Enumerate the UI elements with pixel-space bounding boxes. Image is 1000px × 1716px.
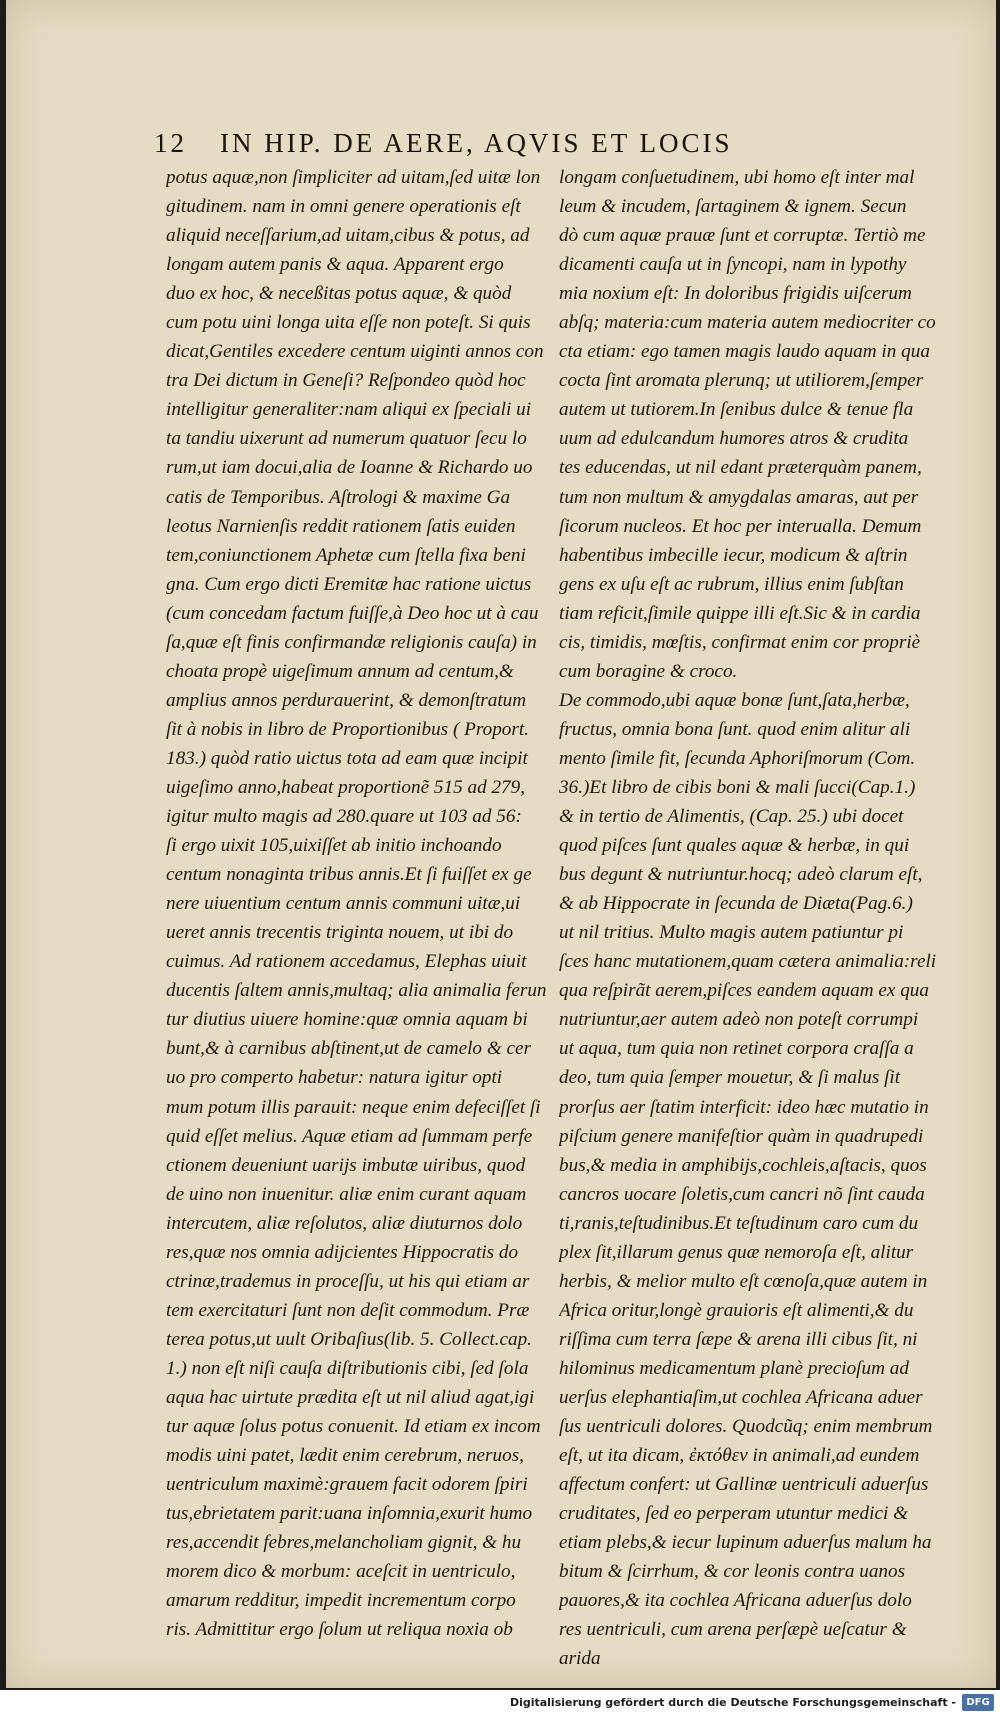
text-line: mento ſimile fit, ſecunda Aphoriſmorum (Com.	[559, 747, 916, 769]
text-line: ſa,quæ eſt finis confirmandæ religionis cauſa) in	[166, 631, 537, 653]
text-line: cuimus. Ad rationem accedamus, Elephas uiuit	[166, 951, 527, 973]
text-line: tur aquæ ſolus potus conuenit. Id etiam ex incom	[166, 1416, 541, 1438]
text-line: cta etiam: ego tamen magis laudo aquam in qua	[559, 341, 930, 363]
text-line: tur diutius uiuere homine:quæ omnia aquam bi	[166, 1009, 528, 1031]
text-line: mum potum illis parauit: neque enim defeciſſet ſi	[166, 1096, 541, 1118]
text-line: uerſus elephantiaſim,ut cochlea Africana aduer	[559, 1386, 923, 1408]
text-line: ut nil tritius. Multo magis autem patiuntur pi	[559, 922, 904, 944]
text-line: ſit à nobis in libro de Proportionibus ( Proport.	[166, 718, 529, 740]
text-line: eſt, ut ita dicam, ἐκτόθεν in animali,ad eundem	[559, 1445, 920, 1467]
text-line: aqua hac uirtute prædita eſt ut nil aliud agat,igi	[166, 1386, 535, 1408]
text-line: bitum & ſcirrhum, & cor leonis contra uanos	[559, 1561, 906, 1583]
text-line: res uentriculi, cum arena perſæpè ueſcatur &	[559, 1619, 907, 1641]
text-line: etiam plebs,& iecur lupinum aduerſus malum ha	[559, 1532, 932, 1554]
text-line: plex ſit,illarum genus quæ nemoroſa eſt, alitur	[559, 1241, 914, 1263]
text-line: ctrinæ,trademus in proceſſu, ut his qui etiam ar	[166, 1270, 530, 1292]
text-line: intercutem, aliæ reſolutos, aliæ diuturnos dolo	[166, 1212, 523, 1234]
text-line: cancros uocare ſoletis,cum cancri nõ ſint cauda	[559, 1183, 925, 1205]
text-line: res,accendit febres,melancholiam gignit, & hu	[166, 1532, 522, 1554]
text-line: fructus, omnia bona ſunt. quod enim alitur ali	[559, 718, 911, 740]
text-line: qua reſpirãt aerem,piſces eandem aquam ex qua	[559, 980, 929, 1002]
text-line: leotus Narnienſis reddit rationem ſatis euiden	[166, 515, 516, 537]
book-page	[6, 0, 996, 1688]
text-line: ſi ergo uixit 105,uixiſſet ab initio inchoando	[166, 835, 502, 857]
text-line: Africa oritur,longè grauioris eſt alimenti,& du	[559, 1299, 914, 1321]
text-line: pauores,& ita cochlea Africana aduerſus dolo	[559, 1590, 912, 1612]
text-line: rum,ut iam docui,alia de Ioanne & Richardo uo	[166, 457, 533, 479]
text-line: duo ex hoc, & neceßitas potus aquæ, & quòd	[166, 283, 512, 305]
text-line: terea potus,ut uult Oribaſius(lib. 5. Collect.cap.	[166, 1328, 532, 1350]
text-line: autem ut tutiorem.In ſenibus dulce & tenue fla	[559, 399, 914, 421]
text-line: centum nonaginta tribus annis.Et ſi fuiſſet ex ge	[166, 864, 532, 886]
text-line: 36.)Et libro de cibis boni & mali ſucci(Cap.1.)	[559, 776, 916, 798]
text-line: tra Dei dictum in Geneſi? Reſpondeo quòd hoc	[166, 370, 526, 392]
text-line: nere uiuentium centum annis communi uitæ,ui	[166, 893, 521, 915]
text-line: longam autem panis & aqua. Apparent ergo	[166, 254, 504, 276]
text-line: ducentis ſaltem annis,multaq; alia animalia ferun	[166, 980, 547, 1002]
text-line: aliquid neceſſarium,ad uitam,cibus & potus, ad	[166, 225, 530, 247]
text-line: gens ex uſu eſt ac rubrum, illius enim ſubſtan	[559, 573, 904, 595]
text-line: leum & incudem, ſartaginem & ignem. Secun	[559, 196, 907, 218]
text-line: quid eſſet melius. Aquæ etiam ad ſummam perfe	[166, 1125, 533, 1147]
text-line: igitur multo magis ad 280.quare ut 103 ad 56:	[166, 806, 522, 828]
text-line: uigeſimo anno,habeat proportionẽ 515 ad 279,	[166, 776, 526, 798]
text-line: potus aquæ,non ſimpliciter ad uitam,ſed uitæ lon	[166, 167, 541, 188]
text-line: riſſima cum terra ſæpe & arena illi cibus ſit, ni	[559, 1328, 918, 1350]
text-line: ris. Admittitur ergo ſolum ut reliqua noxia ob	[166, 1619, 513, 1641]
text-line: mia noxium eſt: In doloribus frigidis uiſcerum	[559, 283, 912, 305]
text-line: ta tandiu uixerunt ad numerum quatuor ſecu lo	[166, 428, 527, 450]
text-line: quod piſces ſunt quales aquæ & herbæ, in qui	[559, 835, 910, 857]
text-line: ſces hanc mutationem,quam cætera animalia:reli	[559, 951, 937, 973]
text-line: modis uini patet, lædit enim cerebrum, neruos,	[166, 1445, 524, 1467]
text-line: ctionem deueniunt uarijs imbutæ uiribus, quod	[166, 1154, 526, 1176]
text-line: deo, tum quia ſemper mouetur, & ſi malus ſit	[559, 1067, 901, 1089]
dfg-logo-icon: DFG	[962, 1694, 994, 1711]
text-line: ti,ranis,teſtudinibus.Et teſtudinum caro cum du	[559, 1212, 919, 1234]
text-column-right	[559, 163, 951, 1673]
text-column-left	[166, 163, 548, 1644]
text-line: uum ad edulcandum humores atros & crudita	[559, 428, 909, 450]
text-line: gna. Cum ergo dicti Eremitæ hac ratione uictus	[166, 573, 532, 595]
text-line: bus degunt & nutriuntur.hocq; adeò clarum eſt,	[559, 864, 923, 886]
text-line: catis de Temporibus. Aſtrologi & maxime Ga	[166, 486, 511, 508]
text-line: morem dico & morbum: aceſcit in uentriculo,	[166, 1561, 516, 1583]
text-line: herbis, & melior multo eſt cœnoſa,quæ autem in	[559, 1270, 928, 1292]
text-line: nutriuntur,aer autem adeò non poteſt corrumpi	[559, 1009, 919, 1031]
text-line: cum potu uini longa uita eſſe non poteſt. Si quis	[166, 312, 531, 334]
text-line: dicat,Gentiles excedere centum uiginti annos con	[166, 341, 544, 363]
text-line: cum boragine & croco.	[559, 660, 738, 682]
text-line: bus,& media in amphibijs,cochleis,aſtacis, quos	[559, 1154, 927, 1176]
text-line: intelligitur generaliter:nam aliqui ex ſpeciali ui	[166, 399, 532, 421]
text-line: amplius annos perdurauerint, & demonſtratum	[166, 689, 527, 711]
text-line: uo pro comperto habetur: natura igitur opti	[166, 1067, 503, 1089]
running-title: IN HIP. DE AERE, AQVIS ET LOCIS	[220, 128, 733, 158]
text-line: choata propè uigeſimum annum ad centum,&	[166, 660, 514, 682]
text-line: de uino non inuenitur. aliæ enim curant aquam	[166, 1183, 527, 1205]
text-line: & ab Hippocrate in ſecunda de Diæta(Pag.6.)	[559, 893, 913, 915]
text-line: prorſus aer ſtatim interficit: ideo hæc mutatio in	[559, 1096, 929, 1118]
text-line: uentriculum maximè:grauem facit odorem ſpiri	[166, 1474, 528, 1496]
text-line: cis, timidis, mœſtis, confirmat enim cor propriè	[559, 631, 921, 653]
text-line: tus,ebrietatem parit:uana inſomnia,exurit humo	[166, 1503, 533, 1525]
text-line: ueret annis trecentis triginta nouem, ut ibi do	[166, 922, 514, 944]
text-line: arida	[559, 1648, 601, 1670]
text-line: tiam reficit,ſimile quippe illi eſt.Sic & in cardia	[559, 602, 921, 624]
page-number: 12	[154, 128, 187, 158]
text-line: dò cum aquæ prauæ ſunt et corruptæ. Tertiò me	[559, 225, 926, 247]
text-line: cruditates, ſed eo perperam utuntur medici &	[559, 1503, 909, 1525]
text-line: tum non multum & amygdalas amaras, aut per	[559, 486, 919, 508]
text-line: hilominus medicamentum planè precioſum ad	[559, 1357, 909, 1379]
text-line: habentibus imbecille iecur, modicum & aſtrin	[559, 544, 908, 566]
text-line: 1.) non eſt niſi cauſa diſtributionis cibi, ſed ſola	[166, 1357, 529, 1379]
digitization-footer	[0, 1690, 1000, 1716]
text-line: & in tertio de Alimentis, (Cap. 25.) ubi docet	[559, 806, 904, 828]
text-line: ut aqua, tum quia non retinet corpora craſſa a	[559, 1038, 914, 1060]
text-line: De commodo,ubi aquæ bonæ ſunt,ſata,herbæ,	[559, 689, 910, 711]
text-line: tem,coniunctionem Aphetæ cum ſtella fixa beni	[166, 544, 526, 566]
text-line: cocta ſint aromata plerunq; ut utiliorem,ſemper	[559, 370, 924, 392]
text-line: abſq; materia:cum materia autem mediocriter co	[559, 312, 936, 334]
text-line: ſus uentriculi dolores. Quodcũq; enim membrum	[559, 1416, 933, 1438]
text-line: gitudinem. nam in omni genere operationis eſt	[166, 196, 521, 218]
text-line: tem exercitaturi ſunt non deſit commodum. Præ	[166, 1299, 530, 1321]
text-line: (cum concedam factum fuiſſe,à Deo hoc ut à cau	[166, 602, 539, 624]
text-line: piſcium genere manifeſtior quàm in quadrupedi	[559, 1125, 924, 1147]
text-line: longam conſuetudinem, ubi homo eſt inter mal	[559, 167, 915, 188]
text-line: amarum redditur, impedit incrementum corpo	[166, 1590, 516, 1612]
text-line: res,quæ nos omnia adijcientes Hippocratis do	[166, 1241, 519, 1263]
text-line: tes educendas, ut nil edant præterquàm panem,	[559, 457, 922, 479]
page-header	[154, 128, 854, 160]
footer-credit: Digitalisierung gefördert durch die Deutsche Forschungsgemeinschaft -	[509, 1696, 956, 1709]
text-line: ſicorum nucleos. Et hoc per interualla. Demum	[559, 515, 922, 537]
text-line: dicamenti cauſa ut in ſyncopi, nam in lypothy	[559, 254, 907, 276]
text-line: 183.) quòd ratio uictus tota ad eam quæ incipit	[166, 747, 528, 769]
text-line: affectum confert: ut Gallinæ uentriculi aduerſus	[559, 1474, 929, 1496]
text-line: bunt,& à carnibus abſtinent,ut de camelo & cer	[166, 1038, 532, 1060]
